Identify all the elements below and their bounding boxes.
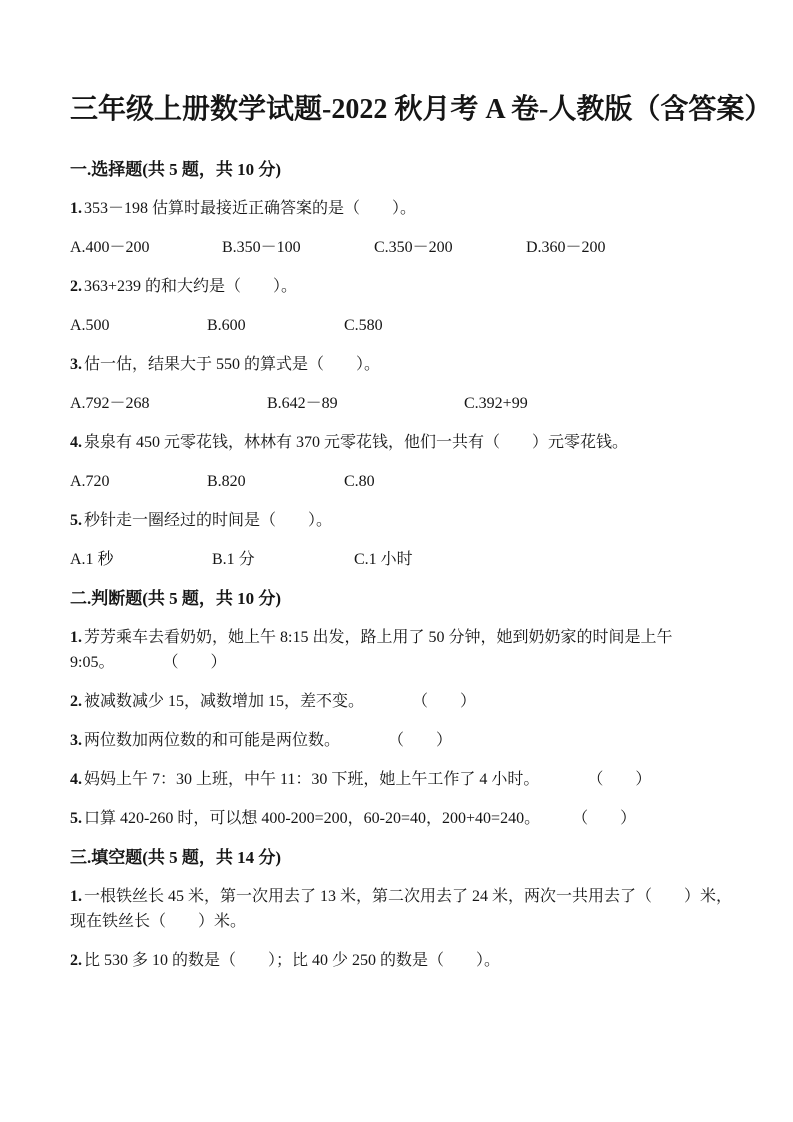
question: [70, 728, 743, 753]
option: A.1 秒: [70, 551, 114, 568]
question: [70, 884, 743, 934]
question-line: [70, 728, 743, 753]
question-number: 2.: [70, 278, 82, 295]
question: [70, 625, 743, 675]
question-line: [70, 948, 743, 973]
option: B.350－100: [222, 239, 301, 256]
question-line: [70, 625, 743, 650]
question-line: [70, 352, 743, 377]
question: [70, 196, 743, 221]
question-line: [70, 767, 743, 792]
section-heading: 一.选择题(共 5 题，共 10 分): [70, 160, 282, 179]
question: [70, 806, 743, 831]
options-row: [70, 391, 743, 416]
option: A.500: [70, 317, 110, 334]
option: C.1 小时: [354, 551, 413, 568]
option: C.392+99: [464, 395, 528, 412]
question-number: 1.: [70, 888, 82, 905]
question-line: [70, 650, 743, 675]
option: A.720: [70, 473, 110, 490]
section-heading: 三.填空题(共 5 题，共 14 分): [70, 848, 282, 867]
option: A.400－200: [70, 239, 150, 256]
question-line: [70, 430, 743, 455]
question-number: 2.: [70, 693, 82, 710]
question-number: 1.: [70, 629, 82, 646]
option: A.792－268: [70, 395, 150, 412]
question-line: [70, 689, 743, 714]
question-number: 5.: [70, 512, 82, 529]
question: [70, 430, 743, 455]
options-row: [70, 469, 743, 494]
question: [70, 689, 743, 714]
question-text: 363+239 的和大约是（ ）。: [84, 278, 298, 295]
question-text: 口算 420-260 时，可以想 400-200=200，60-20=40，200+40=240。 （ ）: [84, 810, 637, 827]
question-text: 9:05。 （ ）: [70, 654, 227, 671]
question-number: 4.: [70, 771, 82, 788]
question-line: [70, 508, 743, 533]
option: C.80: [344, 473, 375, 490]
question-text: 秒针走一圈经过的时间是（ ）。: [84, 512, 333, 529]
question: [70, 948, 743, 973]
question-line: [70, 909, 743, 934]
section: [70, 586, 743, 831]
question-text: 一根铁丝长 45 米，第一次用去了 13 米，第二次用去了 24 米，两次一共用去了（ ）米，: [84, 888, 733, 905]
document-body: [70, 157, 743, 973]
question: [70, 508, 743, 533]
question: [70, 352, 743, 377]
option: B.642－89: [267, 395, 338, 412]
question-line: [70, 274, 743, 299]
question-text: 芳芳乘车去看奶奶，她上午 8:15 出发，路上用了 50 分钟，她到奶奶家的时间是上午: [84, 629, 673, 646]
option: D.360－200: [526, 239, 606, 256]
question-text: 353－198 估算时最接近正确答案的是（ ）。: [84, 200, 417, 217]
option: C.580: [344, 317, 383, 334]
option: B.1 分: [212, 551, 255, 568]
option: B.600: [207, 317, 246, 334]
options-row: [70, 547, 743, 572]
question-line: [70, 196, 743, 221]
question-text: 泉泉有 450 元零花钱，林林有 370 元零花钱，他们一共有（ ）元零花钱。: [84, 434, 629, 451]
question-number: 2.: [70, 952, 82, 969]
question-line: [70, 806, 743, 831]
options-row: [70, 313, 743, 338]
options-row: [70, 235, 743, 260]
question-text: 妈妈上午 7：30 上班，中午 11：30 下班，她上午工作了 4 小时。 （ ）: [84, 771, 652, 788]
question-number: 3.: [70, 356, 82, 373]
document-title: 三年级上册数学试题-2022 秋月考 A 卷-人教版（含答案）: [70, 94, 773, 125]
section: [70, 845, 743, 973]
question-number: 3.: [70, 732, 82, 749]
question-line: [70, 884, 743, 909]
question: [70, 767, 743, 792]
question: [70, 274, 743, 299]
question-text: 被减数减少 15，减数增加 15，差不变。 （ ）: [84, 693, 477, 710]
question-number: 5.: [70, 810, 82, 827]
option: B.820: [207, 473, 246, 490]
option: C.350－200: [374, 239, 453, 256]
question-number: 4.: [70, 434, 82, 451]
question-text: 两位数加两位数的和可能是两位数。 （ ）: [84, 732, 453, 749]
section-heading: 二.判断题(共 5 题，共 10 分): [70, 589, 282, 608]
question-number: 1.: [70, 200, 82, 217]
question-text: 现在铁丝长（ ）米。: [70, 913, 247, 930]
section: [70, 157, 743, 572]
question-text: 比 530 多 10 的数是（ ）；比 40 少 250 的数是（ ）。: [84, 952, 501, 969]
question-text: 估一估，结果大于 550 的算式是（ ）。: [84, 356, 381, 373]
